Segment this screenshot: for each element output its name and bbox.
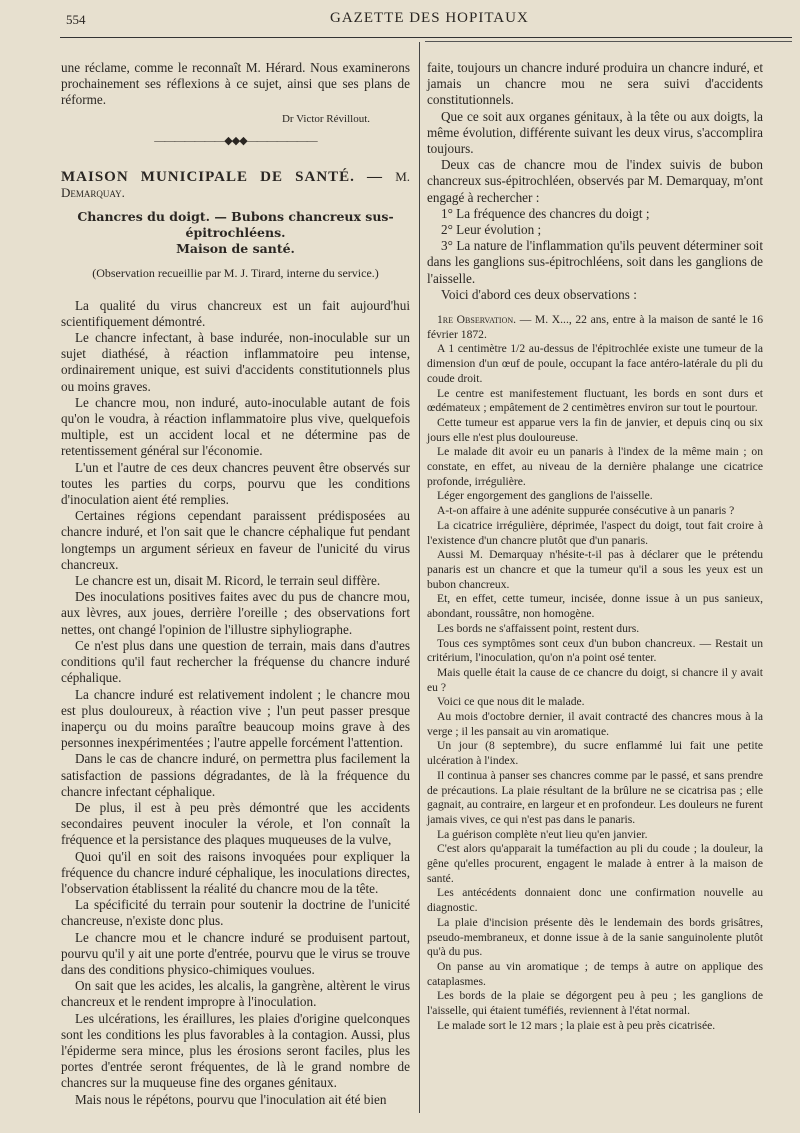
observation-label: 1re Observation. <box>437 313 517 327</box>
observation-note: (Observation recueillie par M. J. Tirard, interne du service.) <box>92 266 379 281</box>
observation-paragraph: Voici ce que nous dit le malade. <box>437 695 585 709</box>
section-title-text: MAISON MUNICIPALE DE SANTÉ. — <box>61 169 396 186</box>
paragraph: La spécificité du terrain pour soutenir la doctrine de l'unicité chancreuse, n'existe donc plus. <box>61 897 410 929</box>
observation-paragraph: A-t-on affaire à une adénite suppurée consécutive à un panaris ? <box>437 504 735 518</box>
observation-paragraph: Les bords ne s'affaissent point, restent durs. <box>437 621 640 635</box>
running-title: GAZETTE DES HOPITAUX <box>330 10 529 26</box>
observation-paragraph: C'est alors qu'apparait la tuméfaction au pli du coude ; la douleur, la gêne qu'elles procurent, engagent le malade à entrer à la maison de santé. <box>427 842 763 885</box>
paragraph: Deux cas de chancre mou de l'index suivis de bubon chancreux sus-épitrochléen, observés par M. Demarquay, m'ont engagé à rechercher : <box>427 157 763 205</box>
paragraph: La chancre induré est relativement indolent ; le chancre mou est plus douloureux, à réaction vive ; l'un peut passer presque inaperçu ou du moins paraître beaucoup moins grave à des personnes inexpérimentées ; l'autre appelle forcément l'attention. <box>61 686 410 751</box>
author-signature: Dr Victor Révillout. <box>281 112 370 125</box>
observation-paragraph: Au mois d'octobre dernier, il avait contracté des chancres mous à la verge ; il les pansait au vin aromatique. <box>427 710 763 738</box>
observation-paragraph: Aussi M. Demarquay n'hésite-t-il pas à déclarer que le prétendu panaris est un chancre et que la tumeur qu'il a sous les yeux est un bubon chancreux. <box>427 548 763 591</box>
paragraph: Le chancre est un, disait M. Ricord, le terrain seul diffère. <box>75 573 381 589</box>
observation-paragraph: Le malade sort le 12 mars ; la plaie est à peu près cicatrisée. <box>437 1018 716 1032</box>
subtitle-line-1: Chancres du doigt. — Bubons chancreux sus-épitrochléens. <box>77 209 394 241</box>
observation-paragraph: La guérison complète n'eut lieu qu'en janvier. <box>437 827 648 841</box>
left-column <box>61 60 410 1108</box>
list-item: 2° Leur évolution ; <box>441 222 542 238</box>
observation-intro: — M. X..., 22 ans, entre à la maison de santé le 16 février 1872. <box>427 313 763 341</box>
paragraph: Voici d'abord ces deux observations : <box>441 286 637 302</box>
section-author: M. Demarquay. <box>61 169 410 201</box>
observation-block <box>427 313 763 1033</box>
paragraph: Le chancre mou et le chancre induré se produisent partout, pourvu qu'il y ait une porte d'entrée, pourvu que le virus se trouve dans des conditions physico-chimiques voulues. <box>61 929 410 977</box>
paragraph: Que ce soit aux organes génitaux, à la tête ou aux doigts, la même évolution, différente suivant les deux virus, s'accomplira toujours. <box>427 108 763 157</box>
header-rule <box>60 37 792 38</box>
paragraph: Le chancre infectant, à base indurée, non-inoculable sur un sujet diathésé, à réaction inflammatoire peu intense, ordinairement unique, est suivi d'accidents constitutionnels plus ou moins graves. <box>61 330 410 394</box>
observation-paragraph: A 1 centimètre 1/2 au-dessus de l'épitrochlée existe une tumeur de la dimension d'un œuf de poule, occupant la face antéro-latérale du pli du coude droit. <box>427 342 763 385</box>
observation-paragraph: Il continua à panser ses chancres comme par le passé, et sans prendre de précautions. La plaie résultant de la brûlure ne se cicatrisa pas ; elle gagnait, au contraire, en largeur et en profondeur. Les douleurs ne furent jamais vives, ce qui n'est pas dans le panaris. <box>427 768 763 826</box>
list-item: 3° La nature de l'inflammation qu'ils peuvent déterminer soit dans les ganglions sus-épitrochléens, soit dans les ganglions de l'aisselle. <box>427 238 763 286</box>
paragraph: On sait que les acides, les alcalis, la gangrène, altèrent le virus chancreux et le rendent impropre à l'inoculation. <box>61 978 410 1010</box>
paragraph: Des inoculations positives faites avec du pus de chancre mou, aux lèvres, aux joues, derrière l'oreille ; des observations fort nettes, ont changé l'opinion de l'illustre siphyliographe. <box>61 589 410 637</box>
observation-paragraph: Le malade dit avoir eu un panaris à l'index de la même main ; on constate, en effet, au niveau de la dernière phalange une cicatrice profonde, irrégulière. <box>427 445 763 488</box>
observation-paragraph: Tous ces symptômes sont ceux d'un bubon chancreux. — Restait un critérium, l'inoculation, qu'on n'a point osé tenter. <box>427 636 763 665</box>
observation-paragraph: Léger engorgement des ganglions de l'aisselle. <box>437 489 653 503</box>
observation-paragraph: Les bords de la plaie se dégorgent peu à peu ; les ganglions de l'aisselle, qui étaient tuméfiés, reviennent à l'état normal. <box>427 989 763 1018</box>
article-subtitle <box>61 209 410 257</box>
observation-paragraph: Et, en effet, cette tumeur, incisée, donne issue à un pus sanieux, abondant, roussâtre, non homogène. <box>427 592 763 621</box>
paragraph: Ce n'est plus dans une question de terrain, mais dans d'autres conditions qu'il faut rechercher la fréquense du chancre induré céphalique. <box>61 637 410 686</box>
paragraph: Dans le cas de chancre induré, on permettra plus facilement la satisfaction de passions dégradantes, de là la fréquence du chancre infectant céphalique. <box>61 751 410 799</box>
observation-heading <box>427 313 763 342</box>
observation-paragraph: La plaie d'incision présente dès le lendemain des bords grisâtres, pseudo-membraneux, et donne issue à de la sanie sanguinolente plutôt qu'à du pus. <box>427 915 763 959</box>
header-rule-secondary <box>425 41 792 42</box>
subtitle-line-2: Maison de santé. <box>176 241 295 257</box>
right-column <box>427 60 763 1034</box>
observation-paragraph: On panse au vin aromatique ; de temps à autre on applique des cataplasmes. <box>427 959 763 988</box>
paragraph: Les ulcérations, les éraillures, les plaies d'origine quelconques sont les conditions les plus favorables à la contagion. Aussi, plus l'épiderme sera mince, plus les érosions seront faciles, plus les portes d'entrée seront fréquentes, de là le grand nombre de chancres sur la muqueuse fine des organes génitaux. <box>61 1010 410 1091</box>
paragraph: Certaines régions cependant paraissent prédisposées au chancre induré, et l'on sait que le chancre céphalique fut pendant longtemps un argument sérieux en faveur de l'unicité du virus chancreux. <box>61 508 410 572</box>
paragraph: faite, toujours un chancre induré produira un chancre induré, et jamais un chancre mou ne sera suivi d'accidents constitutionnels. <box>427 60 763 108</box>
column-divider <box>419 42 420 1113</box>
list-item: 1° La fréquence des chancres du doigt ; <box>441 205 650 221</box>
paragraph: Quoi qu'il en soit des raisons invoquées pour expliquer la fréquence du chancre induré céphalique, les inoculations directes, l'observation établissent la réalité du chancre mou de la tête. <box>61 848 410 896</box>
observation-paragraph: Mais quelle était la cause de ce chancre du doigt, si chancre il y avait eu ? <box>427 665 763 694</box>
observation-paragraph: Cette tumeur est apparue vers la fin de janvier, et depuis cinq ou six jours elle n'est plus douloureuse. <box>427 415 763 444</box>
observation-paragraph: La cicatrice irrégulière, déprimée, l'aspect du doigt, tout fait croire à l'existence d'un chancre plutôt que d'un panaris. <box>427 518 763 547</box>
paragraph: Le chancre mou, non induré, auto-inoculable autant de fois qu'on le voudra, à réaction inflammatoire plus vive, quelquefois multiple, est un accident local et ne détermine pas de retentissement général sur l'économie. <box>61 394 410 459</box>
section-title <box>61 169 410 201</box>
paragraph: L'un et l'autre de ces deux chancres peuvent être observés sur toutes les parties du corps, pourvu que les conditions d'inoculation aient été remplies. <box>61 459 410 508</box>
observation-paragraph: Les antécédents donnaient donc une confirmation nouvelle au diagnostic. <box>427 886 763 915</box>
opening-lines: une réclame, comme le reconnaît M. Hérard. Nous examinerons prochainement ses réflexions à ce sujet, ainsi que ses plans de réforme. <box>61 60 410 108</box>
observation-paragraph: Un jour (8 septembre), du sucre enflammé lui fait une petite ulcération à l'index. <box>427 739 763 768</box>
observation-paragraph: Le centre est manifestement fluctuant, les bords en sont durs et œdémateux ; empâtement de 2 centimètres environ sur tout le pourtour. <box>427 386 763 415</box>
paragraph: Mais nous le répétons, pourvu que l'inoculation ait été bien <box>75 1091 387 1107</box>
section-ornament: ———————◆◆◆——————— <box>154 134 317 147</box>
paragraph: La qualité du virus chancreux est un fait aujourd'hui scientifiquement démontré. <box>61 297 410 329</box>
paragraph: De plus, il est à peu près démontré que les accidents secondaires peuvent inoculer la vérole, et l'on connaît la fréquence et la persistance des plaques muqueuses de la vulve, <box>61 799 410 848</box>
page-number: 554 <box>66 12 86 27</box>
